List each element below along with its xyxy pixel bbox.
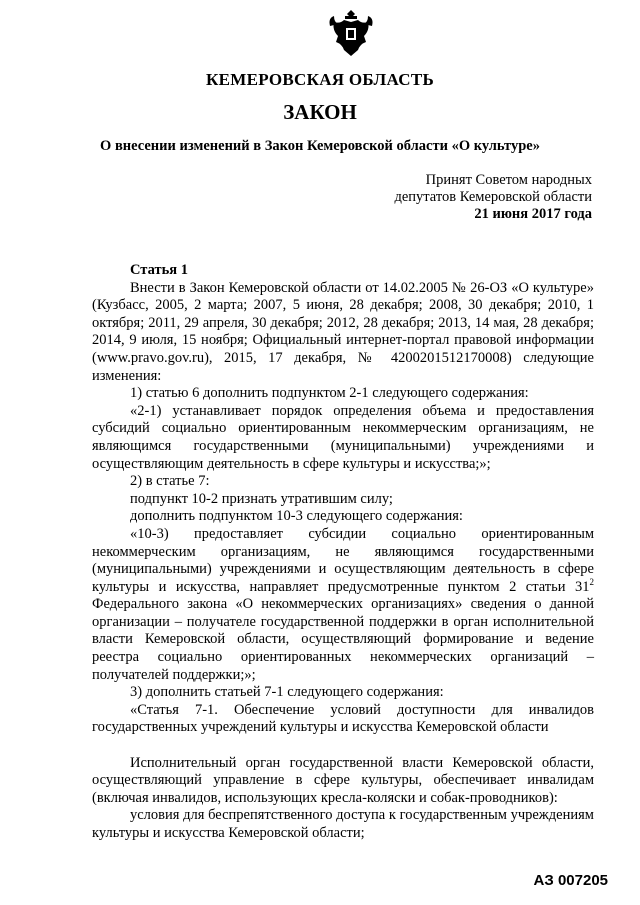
amendment-item-2-a: подпункт 10-2 признать утратившим силу; bbox=[130, 490, 393, 507]
blank-line bbox=[92, 737, 594, 755]
coat-of-arms-emblem bbox=[328, 8, 374, 58]
amendment-item-1-text: «2-1) устанавливает порядок определения объема и предоставления субсидий социально ориентированным некоммерческим организациям, не являющимся государственными (муниципальными) учреждениями и осуществляющим деятельность в сфере культуры и искусства;»; bbox=[92, 402, 594, 472]
amendment-item-2-text-part2: Федерального закона «О некоммерческих организациях» сведения о данной организации – получателе государственной поддержки в орган исполнительной власти Кемеровской области, осуществляющий формирование и ведение реестра социально ориентированных некоммерческих организаций – получателей поддержки;»; bbox=[92, 596, 594, 683]
article-body bbox=[92, 262, 594, 843]
article-title: Статья 1 bbox=[130, 262, 188, 278]
region-heading: КЕМЕРОВСКАЯ ОБЛАСТЬ bbox=[206, 70, 434, 89]
superscript-2: 2 bbox=[589, 576, 594, 587]
document-serial-number: АЗ 007205 bbox=[533, 872, 608, 889]
amendment-item-2: 2) в статье 7: bbox=[130, 473, 210, 490]
amendment-item-3: 3) дополнить статьей 7-1 следующего содержания: bbox=[130, 684, 444, 701]
law-heading: ЗАКОН bbox=[283, 100, 357, 124]
amendment-item-2-b: дополнить подпунктом 10-3 следующего содержания: bbox=[130, 508, 463, 525]
new-article-paragraph: Исполнительный орган государственной власти Кемеровской области, осуществляющий управление в сфере культуры, обеспечивает инвалидам (включая инвалидов, использующих кресла-коляски и собак-проводников): bbox=[92, 754, 594, 806]
new-article-title: «Статья 7-1. Обеспечение условий доступности для инвалидов государственных учреждений культуры и искусства Кемеровской области bbox=[92, 701, 594, 736]
adoption-line-2: депутатов Кемеровской области bbox=[394, 189, 592, 205]
adoption-date: 21 июня 2017 года bbox=[474, 206, 592, 222]
amendment-item-2-text bbox=[92, 526, 594, 684]
law-subtitle: О внесении изменений в Закон Кемеровской области «О культуре» bbox=[100, 138, 540, 154]
amendment-item-1: 1) статью 6 дополнить подпунктом 2-1 следующего содержания: bbox=[130, 385, 529, 402]
article-intro: Внести в Закон Кемеровской области от 14.02.2005 № 26-ОЗ «О культуре» (Кузбасс, 2005, 2 марта; 2007, 5 июня, 28 декабря; 2008, 30 декабря; 2010, 1 октября; 2011, 29 апреля, 30 декабря; 2012, 28 декабря; 2013, 14 мая, 28 декабря; 2014, 9 июля, 15 ноября; Официальный интернет-портал правовой информации (www.pravo.gov.ru), 2015, 17 декабря, № 4200201512170008) следующие изменения: bbox=[92, 279, 594, 384]
adoption-block bbox=[394, 172, 592, 223]
adoption-line-1: Принят Советом народных bbox=[425, 172, 592, 188]
amendment-item-2-text-part1: «10-3) предоставляет субсидии социально ориентированным некоммерческим организациям, не являющимся государственными (муниципальными) учреждениями и осуществляющим деятельность в сфере культуры и искусства, направляет предусмотренные пунктом 2 статьи 31 bbox=[92, 525, 594, 595]
new-article-condition: условия для беспрепятственного доступа к государственным учреждениям культуры и искусства Кемеровской области; bbox=[92, 807, 594, 841]
